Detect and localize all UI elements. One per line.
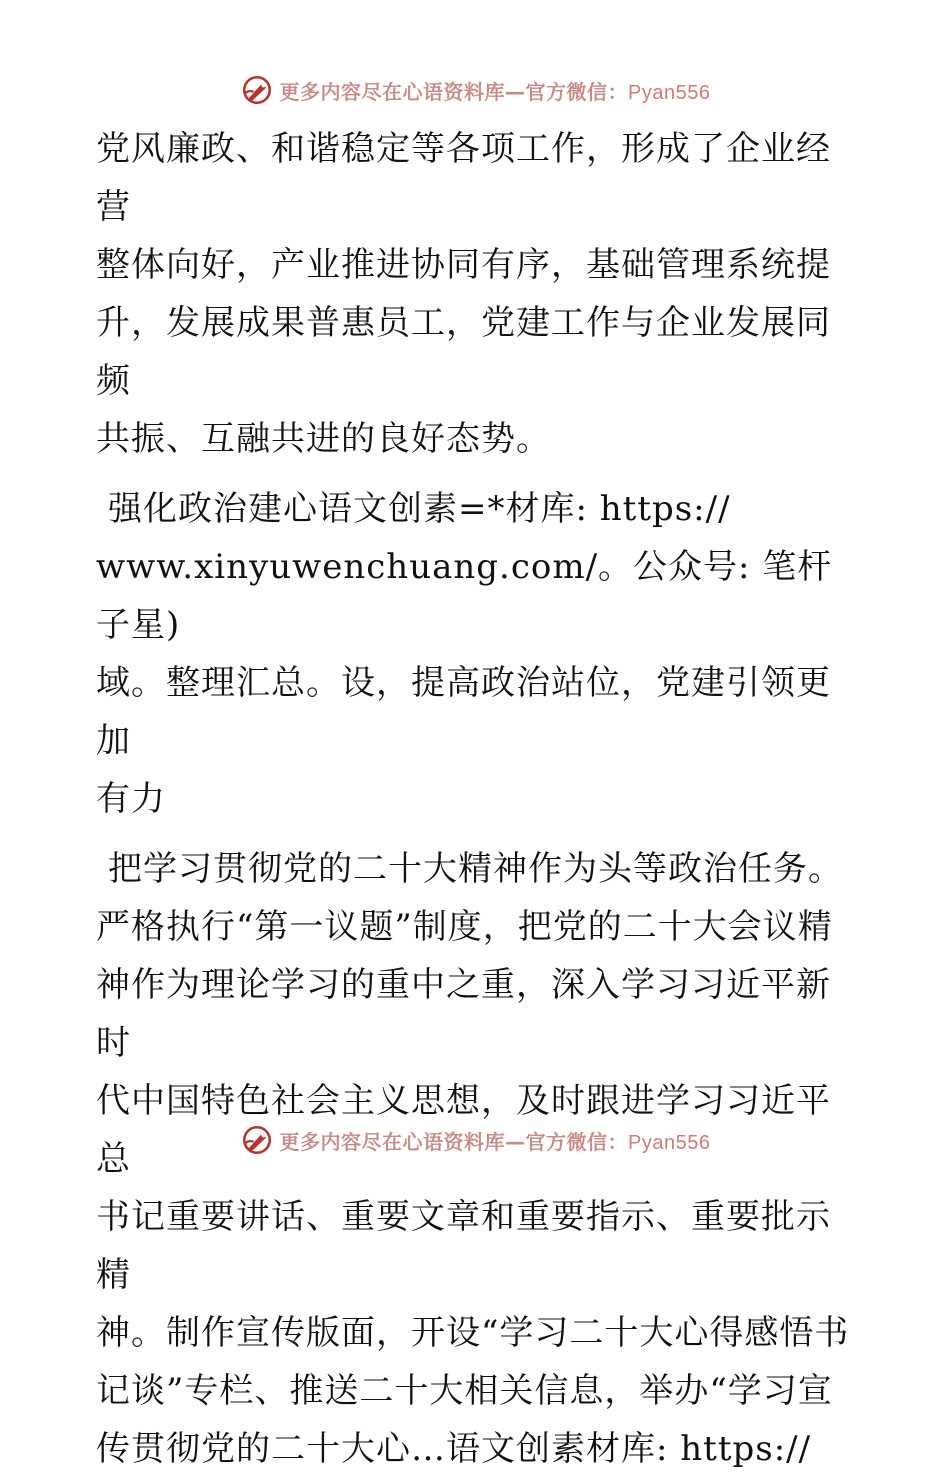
- header-watermark-banner: [0, 70, 950, 110]
- banner-slogan: 更多内容尽在心语资料库—官方微信：: [279, 79, 629, 104]
- banner-wechat-id: Pyan556: [628, 1131, 711, 1154]
- paragraph-3: 把学习贯彻党的二十大精神作为头等政治任务。 严格执行“第一议题”制度，把党的二十大会议精 神作为理论学习的重中之重，深入学习习近平新时 代中国特色社会主义思想，及时跟进学习习近平总 书记重要讲话、重要文章和重要指示、重要批示精 神。制作宣传版面，开设“学习二十大心得感悟书 记谈”专栏、推送二十大相关信息，举办“学习宣 传贯彻党的二十大心…语文创素材库: https://: [96, 849, 850, 1469]
- banner-text: [280, 1126, 711, 1155]
- paragraph-1: 党风廉政、和谐稳定等各项工作，形成了企业经营 整体向好，产业推进协同有序，基础管理系统提 升，发展成果普惠员工，党建工作与企业发展同频 共振、互融共进的良好态势。: [96, 129, 831, 459]
- banner-wechat-id: Pyan556: [628, 81, 711, 104]
- document-body: [96, 120, 852, 1478]
- paragraph-2: 强化政治建心语文创素=*材库: https:// www.xinyuwenchuang.com/。公众号: 笔杆子星) 域。整理汇总。设，提高政治站位，党建引领更加 有力: [96, 489, 833, 819]
- pen-nib-logo-icon: [240, 1123, 274, 1157]
- banner-slogan: 更多内容尽在心语资料库—官方微信：: [279, 1129, 629, 1154]
- footer-watermark-banner: [0, 1120, 950, 1160]
- banner-text: [280, 76, 711, 105]
- pen-nib-logo-icon: [240, 73, 274, 107]
